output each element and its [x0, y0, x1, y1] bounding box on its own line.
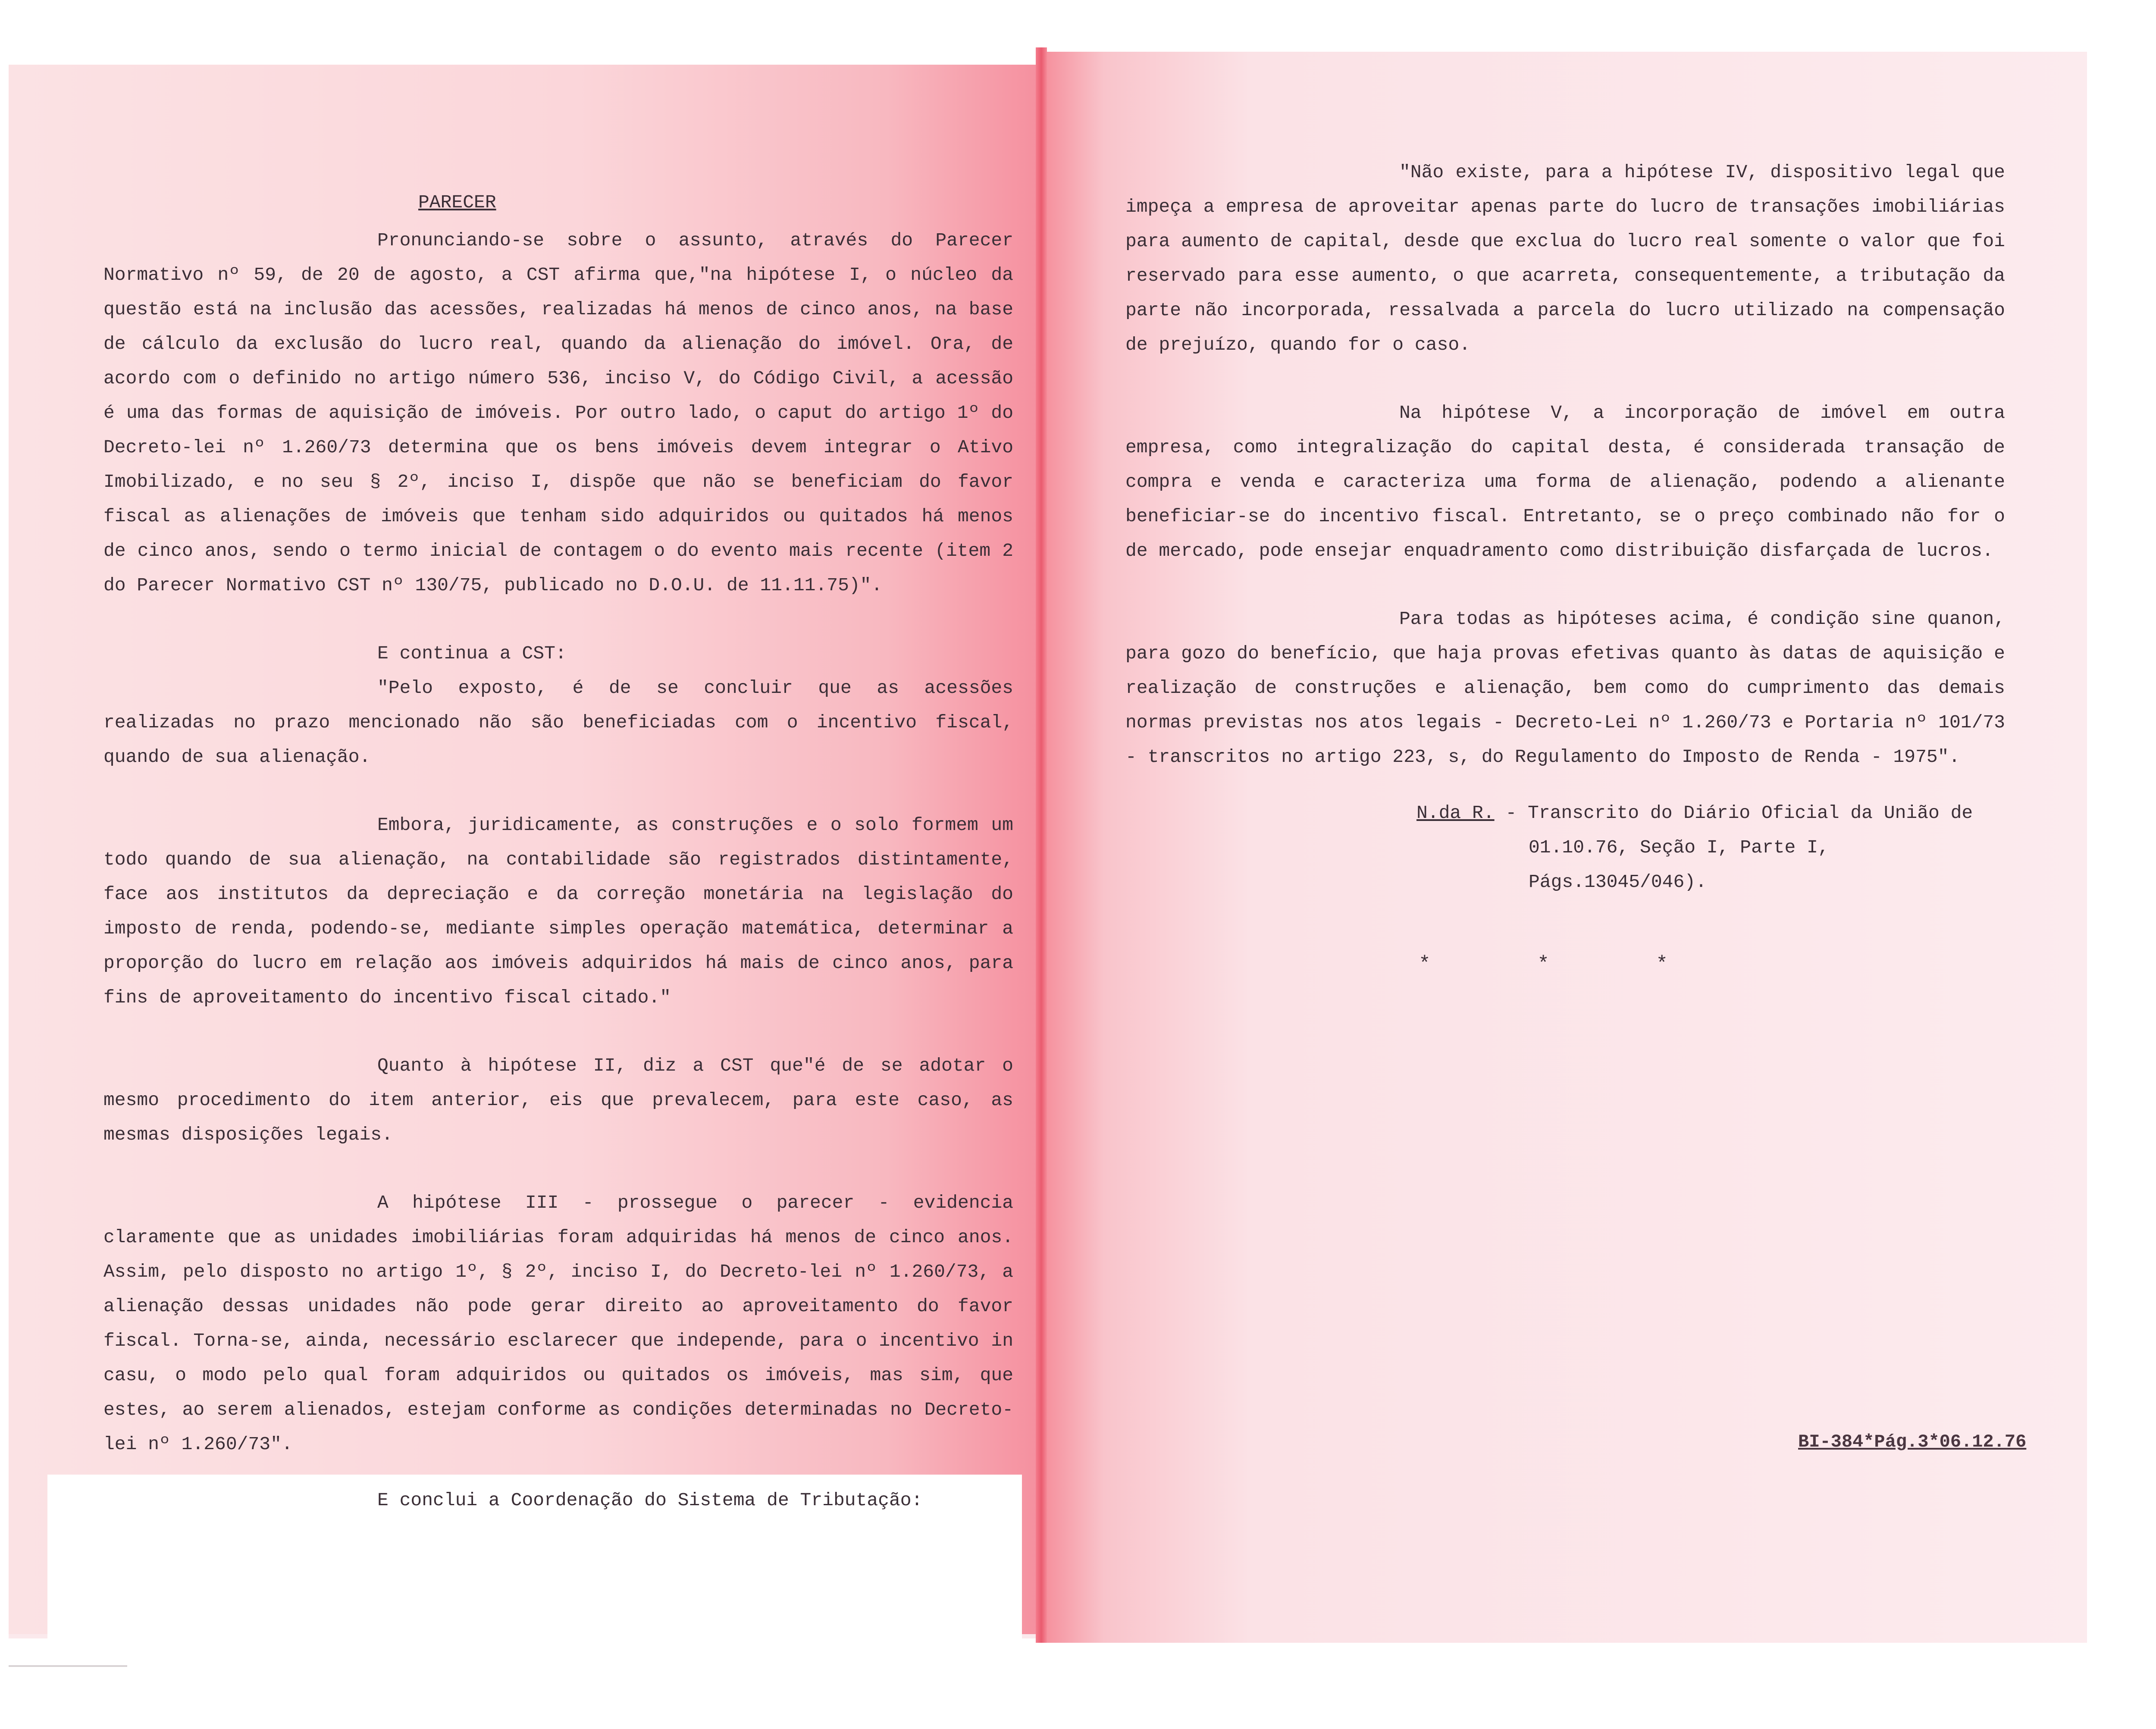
- paragraph: E conclui a Coordenação do Sistema de Tributação:: [377, 1490, 923, 1511]
- paragraph: Quanto à hipótese II, diz a CST que"é de se adotar o mesmo procedimento do item anterior, eis que prevalecem, para este caso, as mesmas disposições legais.: [103, 1055, 1013, 1145]
- paragraph: "Não existe, para a hipótese IV, dispositivo legal que impeça a empresa de aproveitar apenas parte do lucro de transações imobiliárias para aumento de capital, desde que exclua do lucro real somente o valor que foi reservado para esse aumento, o que acarreta, consequentemente, a tributação da parte não incorporada, ressalvada a parcela do lucro utilizado na compensação de prejuízo, quando for o caso.: [1125, 162, 2005, 355]
- editor-note-prefix: N.da R.: [1416, 802, 1495, 824]
- paragraph: Para todas as hipóteses acima, é condição sine quanon, para gozo do benefício, que haja provas efetivas quanto às datas de aquisição e realização de construções e alienação, bem como do cumprimento das demais normas previstas nos atos legais - Decreto-Lei nº 1.260/73 e Portaria nº 101/73 - transcritos no artigo 223, s, do Regulamento do Imposto de Renda - 1975".: [1125, 608, 2005, 767]
- paragraph: A hipótese III - prossegue o parecer - evidencia claramente que as unidades imobiliárias foram adquiridas há menos de cinco anos. Assim, pelo disposto no artigo 1º, § 2º, inciso I, do Decreto-lei nº 1.260/73, a alienação dessas unidades não pode gerar direito ao aproveitamento do favor fiscal. Torna-se, ainda, necessário esclarecer que independe, para o incentivo in casu, o modo pelo qual foram adquiridos ou quitados os imóveis, mas sim, que estes, ao serem alienados, estejam conforme as condições determinadas no Decreto-lei nº 1.260/73".: [103, 1192, 1013, 1455]
- page-footer: BI-384*Pág.3*06.12.76: [1798, 1431, 2027, 1452]
- editor-note-line: - Transcrito do Diário Oficial da União de: [1494, 802, 1973, 824]
- paragraph: E continua a CST:: [377, 643, 567, 664]
- paragraph: Na hipótese V, a incorporação de imóvel em outra empresa, como integralização do capital desta, é considerada transação de compra e venda e caracteriza uma forma de alienação, podendo a alienante beneficiar-se do incentivo fiscal. Entretanto, se o preço combinado não for o de mercado, pode ensejar enquadramento como distribuição disfarçada de lucros.: [1125, 402, 2005, 561]
- paragraph: Embora, juridicamente, as construções e o solo formem um todo quando de sua alienação, na contabilidade são registrados distintamente, face aos institutos da depreciação e da correção monetária na legislação do imposto de renda, podendo-se, mediante simples operação matemática, determinar a proporção do lucro em relação aos imóveis adquiridos há mais de cinco anos, para fins de aproveitamento do incentivo fiscal citado.": [103, 814, 1013, 1008]
- section-heading: PARECER: [418, 192, 496, 213]
- left-column: [103, 185, 1013, 1518]
- scan-edge-line: [9, 1665, 127, 1667]
- editor-note: [1125, 796, 2005, 830]
- right-column: [1125, 155, 2005, 981]
- editor-note-continuation: 01.10.76, Seção I, Parte I, Págs.13045/046).: [1529, 837, 1829, 893]
- paragraph: Pronunciando-se sobre o assunto, através do Parecer Normativo nº 59, de 20 de agosto, a CST afirma que,"na hipótese I, o núcleo da questão está na inclusão das acessões, realizadas há menos de cinco anos, na base de cálculo da exclusão do lucro real, quando da alienação do imóvel. Ora, de acordo com o definido no artigo número 536, inciso V, do Código Civil, a acessão é uma das formas de aquisição de imóveis. Por outro lado, o caput do artigo 1º do Decreto-lei nº 1.260/73 determina que os bens imóveis devem integrar o Ativo Imobilizado, e no seu § 2º, inciso I, dispõe que não se beneficiam do favor fiscal as alienações de imóveis que tenham sido adquiridos ou quitados há menos de cinco anos, sendo o termo inicial de contagem o do evento mais recente (item 2 do Parecer Normativo CST nº 130/75, publicado no D.O.U. de 11.11.75)".: [103, 230, 1013, 596]
- separator-stars: * * *: [1419, 953, 1716, 975]
- paragraph: "Pelo exposto, é de se concluir que as acessões realizadas no prazo mencionado não são beneficiadas com o incentivo fiscal, quando de sua alienação.: [103, 677, 1013, 767]
- page-gutter: [1036, 47, 1047, 1643]
